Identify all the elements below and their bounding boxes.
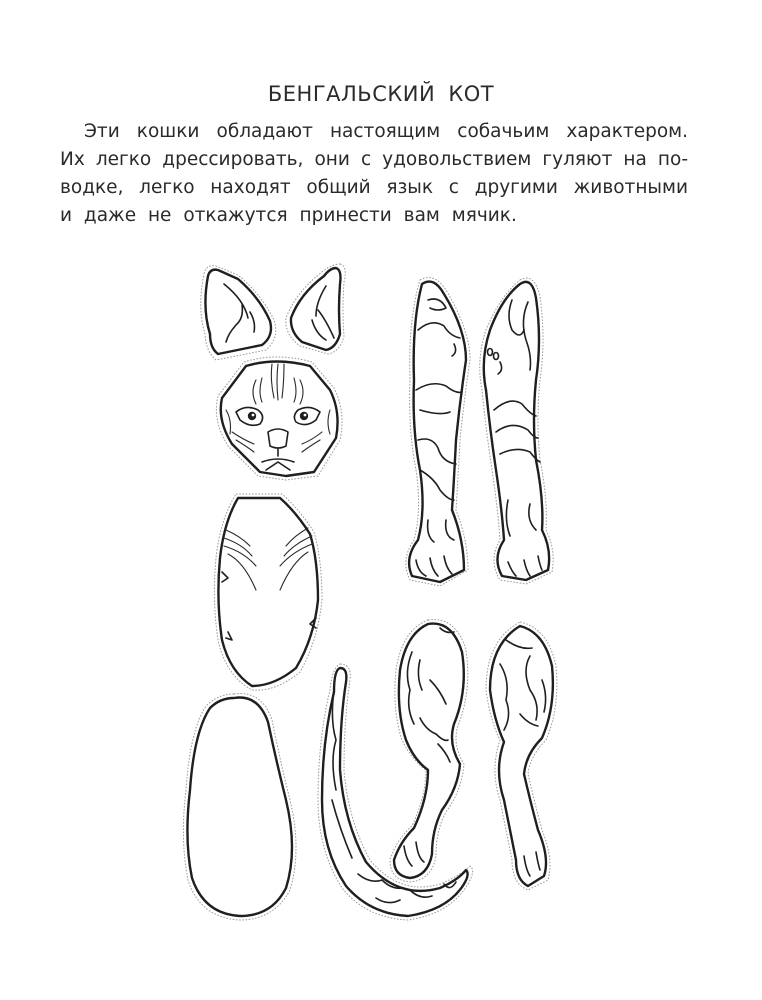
- left-ear-piece: [201, 266, 276, 360]
- body-chest-piece: [214, 494, 322, 690]
- intro-line-1: Эти кошки обладают настоящим собачьим характером.: [84, 121, 688, 142]
- page-title: БЕНГАЛЬСКИЙ КОТ: [267, 82, 495, 107]
- front-leg-left-piece: [406, 278, 470, 586]
- intro-line-4: и даже не откажутся принести вам мячик.: [60, 205, 517, 226]
- intro-line-2: Их легко дрессировать, они с удовольствием гуляют на по-: [60, 149, 688, 170]
- front-leg-right-piece: [480, 278, 553, 584]
- hind-leg-right-piece: [486, 622, 557, 890]
- right-ear-piece: [286, 264, 346, 354]
- head-piece: [216, 357, 342, 480]
- intro-line-3: водке, легко находят общий язык с другими животными: [60, 177, 688, 198]
- hind-leg-left-piece: [390, 620, 468, 882]
- base-oval-piece: [183, 694, 296, 920]
